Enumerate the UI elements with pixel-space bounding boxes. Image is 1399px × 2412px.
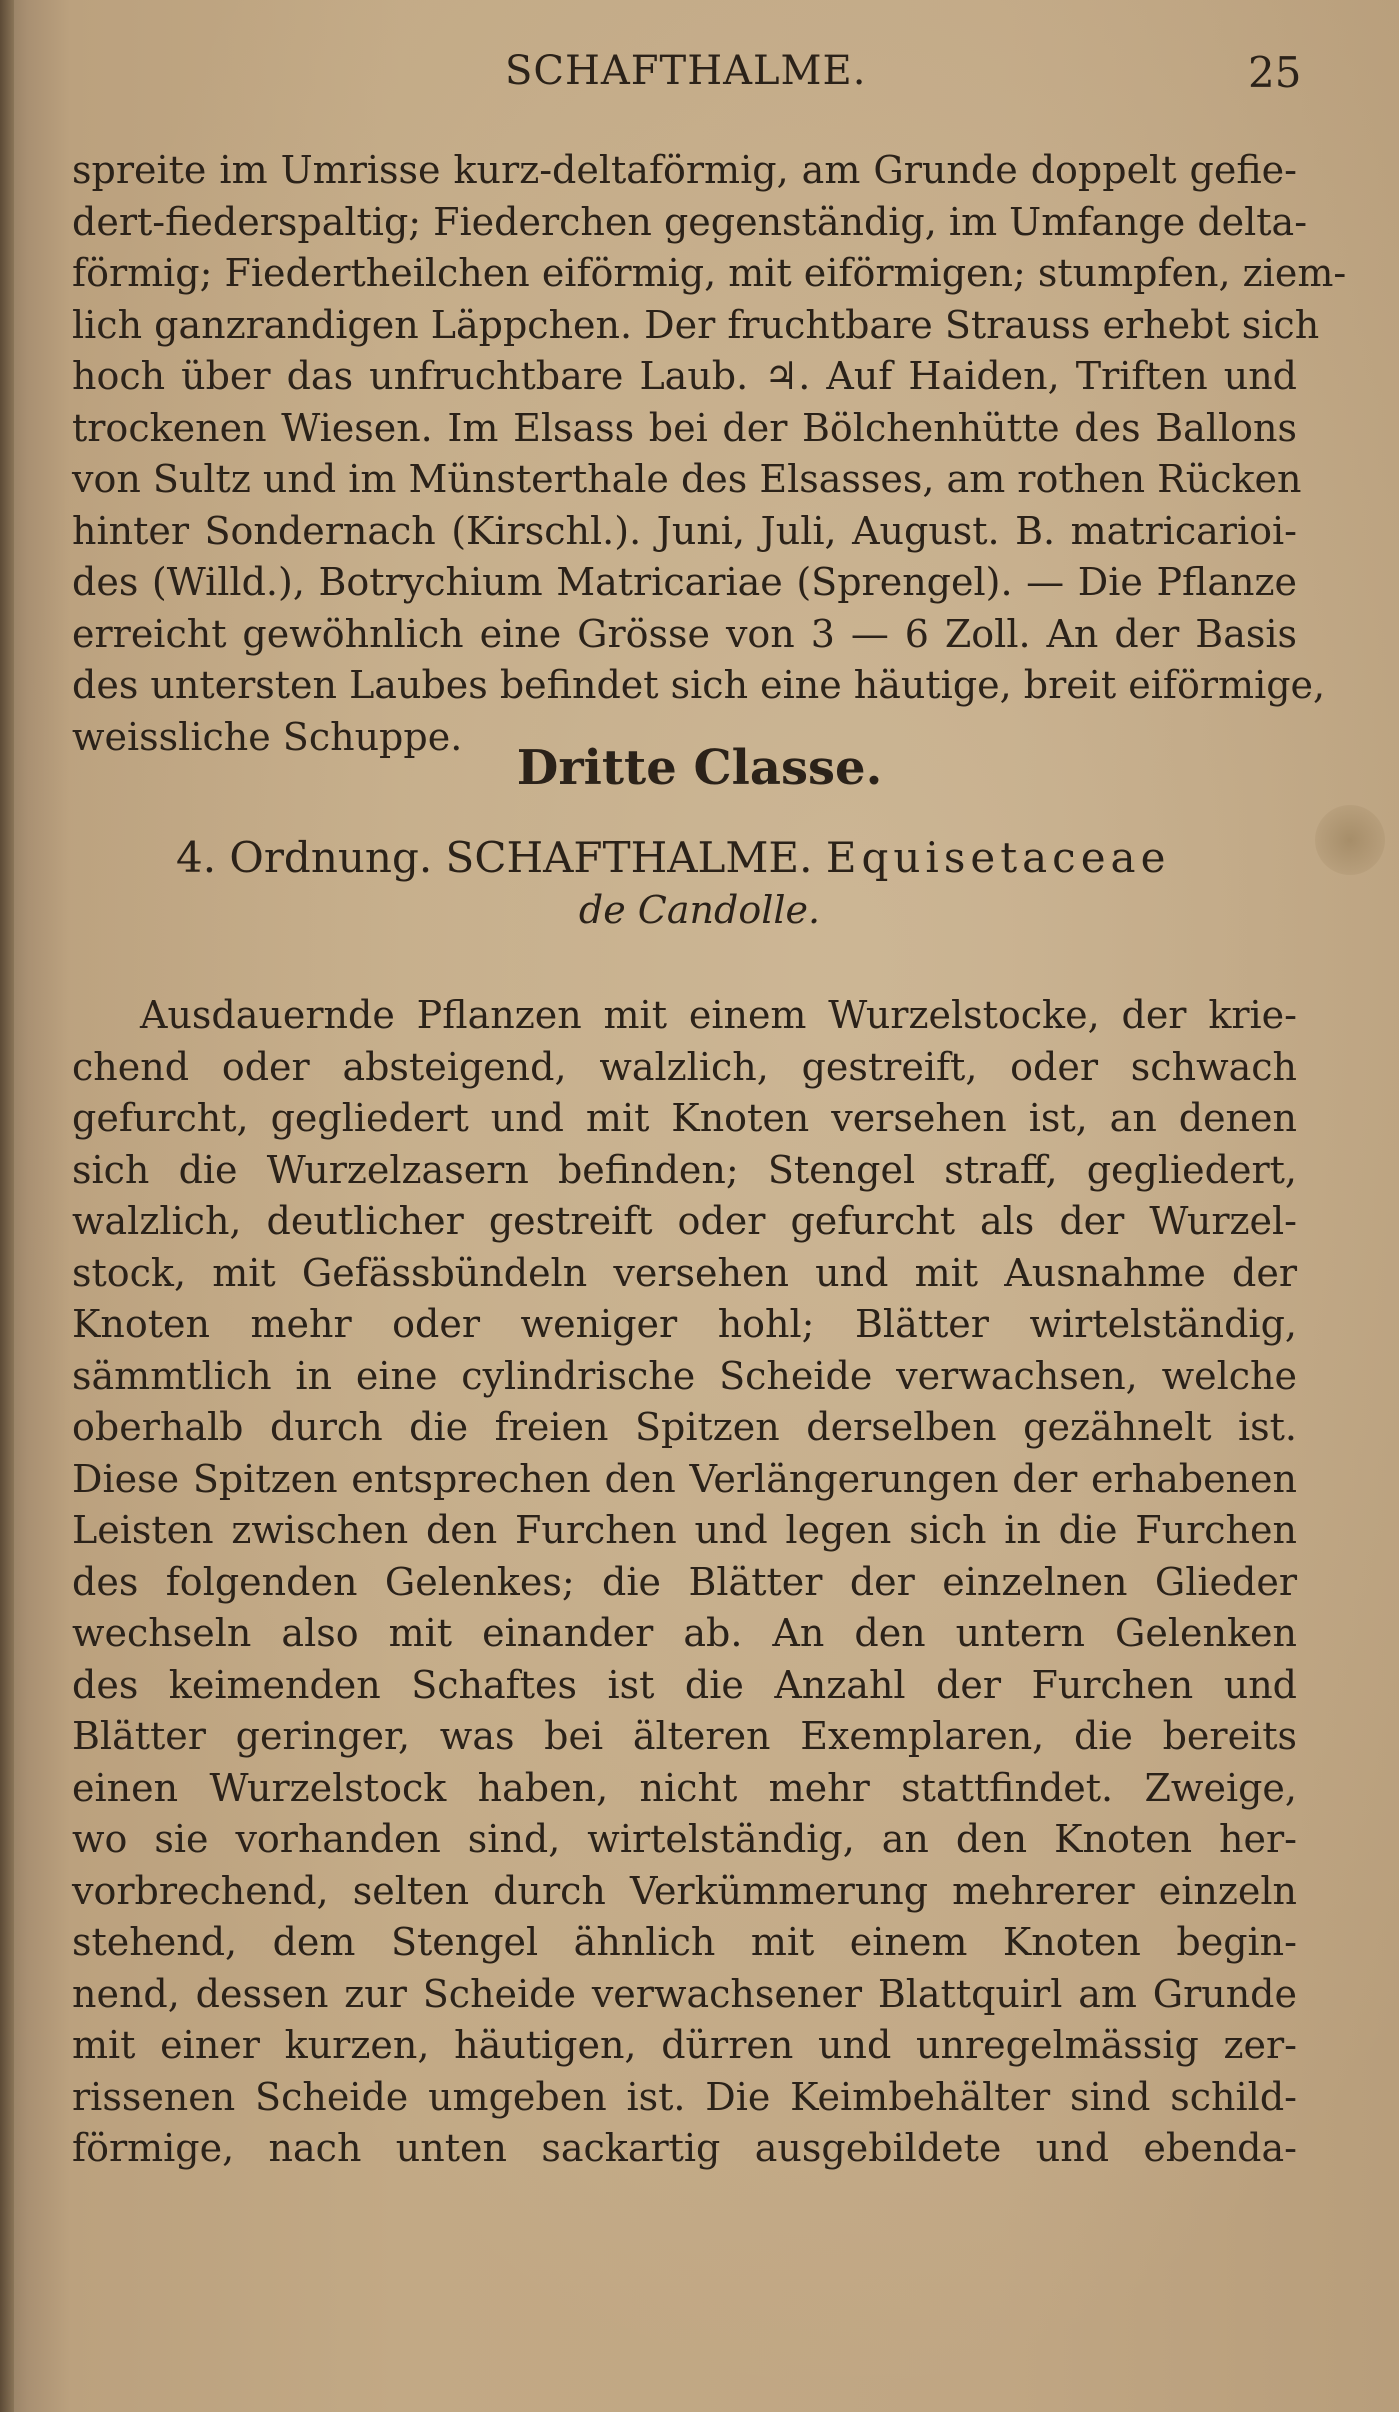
text-line: sich die Wurzelzasern befinden; Stengel straff, gegliedert, xyxy=(72,1147,1297,1192)
text-line: lich ganzrandigen Läppchen. Der fruchtbare Strauss erhebt sich xyxy=(72,302,1320,347)
text-line: stock, mit Gefässbündeln versehen und mit Ausnahme der xyxy=(72,1250,1297,1295)
text-line: des folgenden Gelenkes; die Blätter der einzelnen Glieder xyxy=(72,1559,1297,1604)
text-line: walzlich, deutlicher gestreift oder gefurcht als der Wurzel- xyxy=(72,1199,1297,1243)
text-line: sämmtlich in eine cylindrische Scheide verwachsen, welche xyxy=(72,1353,1297,1398)
text-line: des untersten Laubes befindet sich eine häutige, breit eiförmige, xyxy=(72,663,1326,707)
text-line: chend oder absteigend, walzlich, gestreift, oder schwach xyxy=(72,1044,1297,1089)
text-line: einen Wurzelstock haben, nicht mehr stattfindet. Zweige, xyxy=(72,1765,1297,1810)
text-line: gefurcht, gegliedert und mit Knoten versehen ist, an denen xyxy=(72,1096,1297,1140)
text-line: mit einer kurzen, häutigen, dürren und unregelmässig zer- xyxy=(72,2023,1297,2067)
text-line: von Sultz und im Münsterthale des Elsasses, am rothen Rücken xyxy=(72,457,1302,501)
text-line xyxy=(72,990,1297,1042)
order-title: 4. Ordnung. SCHAFTHALME. xyxy=(176,833,813,882)
paper-stain xyxy=(1315,805,1385,875)
text-line: erreicht gewöhnlich eine Grösse von 3 — 6 Zoll. An der Basis xyxy=(72,611,1297,656)
text-line: hoch über das unfruchtbare Laub. ♃. Auf Haiden, Triften und xyxy=(72,354,1297,398)
text-line: des keimenden Schaftes ist die Anzahl der Furchen und xyxy=(72,1662,1297,1707)
text-line: wo sie vorhanden sind, wirtelständig, an den Knoten her- xyxy=(72,1817,1297,1861)
page-header xyxy=(0,48,1399,108)
text-line: Knoten mehr oder weniger hohl; Blätter wirtelständig, xyxy=(72,1302,1297,1346)
text-line: hinter Sondernach (Kirschl.). Juni, Juli, August. B. matricarioi- xyxy=(72,508,1297,553)
text-line: rissenen Scheide umgeben ist. Die Keimbehälter sind schild- xyxy=(72,2074,1297,2119)
page-binding-edge xyxy=(0,0,14,2412)
text-line: weissliche Schuppe. xyxy=(72,714,463,759)
text-line: stehend, dem Stengel ähnlich mit einem Knoten begin- xyxy=(72,1920,1297,1964)
paragraph-equisetaceae-description xyxy=(72,990,1297,2175)
text-line: Leisten zwischen den Furchen und legen sich in die Furchen xyxy=(72,1508,1297,1552)
text-line: oberhalb durch die freien Spitzen derselben gezähnelt ist. xyxy=(72,1405,1297,1449)
text-line: dert-fiederspaltig; Fiederchen gegenständig, im Umfange delta- xyxy=(72,199,1308,244)
paragraph-botrychium-description xyxy=(72,145,1347,763)
order-family-name: Equisetaceae xyxy=(825,833,1171,882)
text-line: des (Willd.), Botrychium Matricariae (Sprengel). — Die Pflanze xyxy=(72,560,1297,604)
text-line: nend, dessen zur Scheide verwachsener Blattquirl am Grunde xyxy=(72,1971,1297,2016)
running-title: SCHAFTHALME. xyxy=(505,48,867,94)
text-line: förmig; Fiedertheilchen eiförmig, mit eiförmigen; stumpfen, ziem- xyxy=(72,251,1347,295)
text-line: Diese Spitzen entsprechen den Verlängerungen der erhabenen xyxy=(72,1456,1297,1501)
text-line: spreite im Umrisse kurz-deltaförmig, am Grunde doppelt gefie- xyxy=(72,148,1297,192)
text-line: trockenen Wiesen. Im Elsass bei der Bölchenhütte des Ballons xyxy=(72,405,1297,450)
page-number: 25 xyxy=(1248,48,1302,97)
order-heading xyxy=(176,833,1170,882)
text-line: vorbrechend, selten durch Verkümmerung mehrerer einzeln xyxy=(72,1868,1297,1913)
text-line: förmige, nach unten sackartig ausgebildete und ebenda- xyxy=(72,2126,1297,2170)
order-author: de Candolle. xyxy=(578,888,821,932)
text-line: Blätter geringer, was bei älteren Exemplaren, die bereits xyxy=(72,1714,1297,1758)
class-heading: Dritte Classe. xyxy=(516,740,883,796)
text-line-content: Ausdauernde Pflanzen mit einem Wurzelstocke, der krie- xyxy=(140,993,1297,1037)
text-line: wechseln also mit einander ab. An den untern Gelenken xyxy=(72,1611,1297,1655)
